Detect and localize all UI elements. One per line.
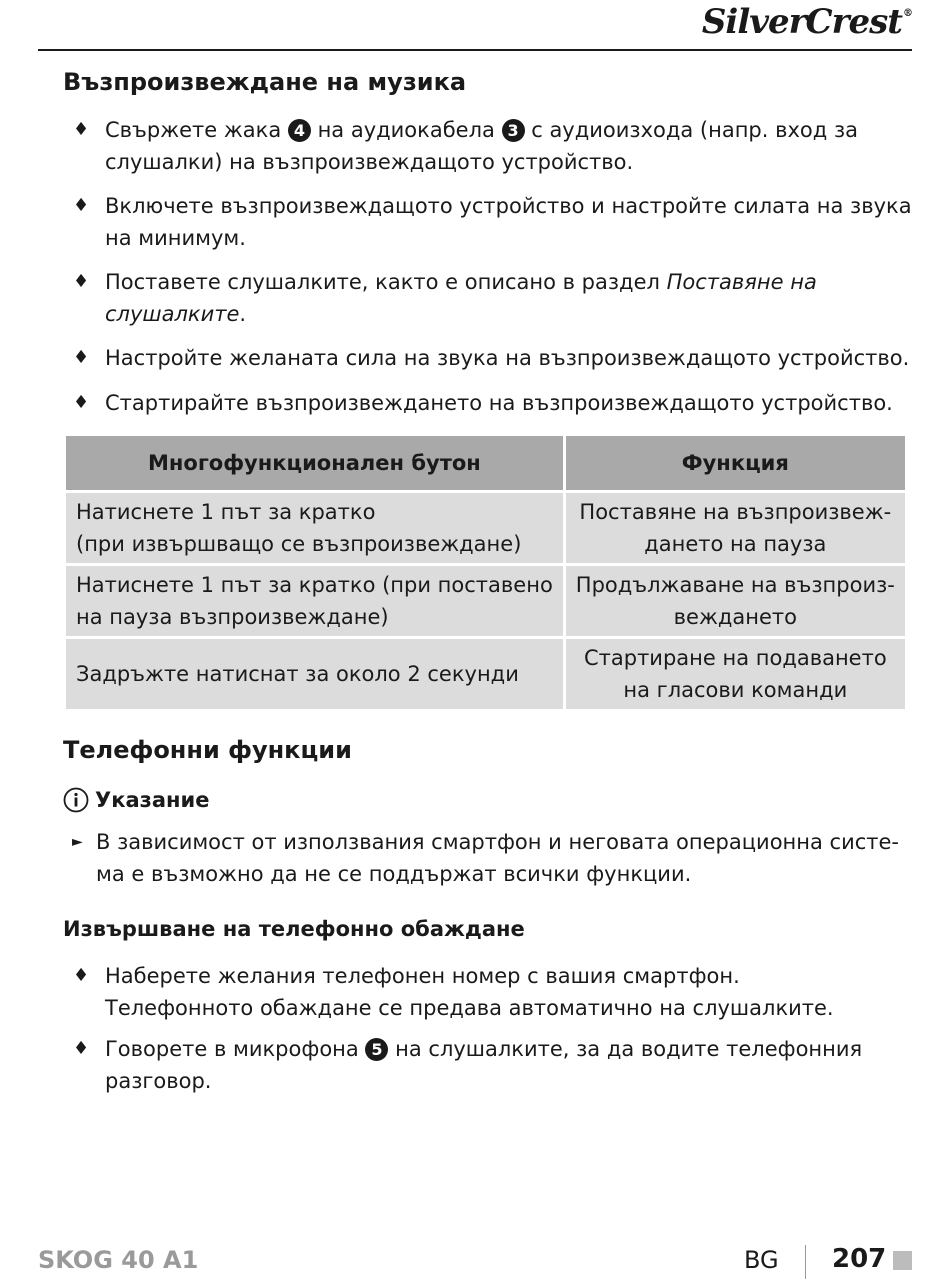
text: Поставете слушалките, както е описано в раздел — [105, 270, 667, 294]
diamond-bullet-icon: ♦ — [73, 392, 90, 413]
section-title-music: Възпроизвеждане на музика — [63, 68, 467, 96]
diamond-bullet-icon: ♦ — [73, 119, 90, 140]
text: на слушалките, за да водите телефонния — [388, 1037, 863, 1061]
list-item — [63, 114, 880, 178]
list-item — [63, 1033, 880, 1097]
footer-language: BG — [744, 1246, 779, 1274]
table-row — [65, 638, 907, 711]
table-cell: Стартиране на подаването на гласови команди — [564, 638, 906, 711]
diamond-bullet-icon: ♦ — [73, 347, 90, 368]
table-cell: Продължаване на възпроиз- веждането — [564, 565, 906, 638]
section-reference: слушалките — [105, 302, 240, 326]
note-heading — [63, 787, 209, 813]
text: слушалки) на възпроизвеждащото устройство. — [105, 150, 634, 174]
text: на минимум. — [105, 226, 246, 250]
brand-logo: SilverCrest® — [701, 2, 912, 42]
text: Телефонното обаждане се предава автоматично на слушалките. — [105, 996, 834, 1020]
note-title: Указание — [95, 788, 210, 812]
text: на аудиокабела — [310, 118, 502, 142]
button-function-table — [63, 433, 908, 712]
text: с аудиоизхода (напр. вход за — [524, 118, 858, 142]
diamond-bullet-icon: ♦ — [73, 1038, 90, 1059]
text: разговор. — [105, 1069, 212, 1093]
text: Свържете жака — [105, 118, 288, 142]
table-header-row — [65, 435, 907, 492]
table-cell: Натиснете 1 път за кратко (при поставено на пауза възпроизвеждане) — [65, 565, 565, 638]
page-marker-square — [893, 1251, 912, 1270]
list-item — [63, 960, 880, 1024]
section-title-phone: Телефонни функции — [63, 736, 352, 764]
text: В зависимост от използвания смартфон и неговата операционна систе- — [96, 830, 900, 854]
table-row — [65, 492, 907, 565]
text: ма е възможно да не се поддържат всички функции. — [96, 862, 692, 886]
number-3-icon: 3 — [502, 119, 525, 142]
list-item — [63, 190, 912, 254]
text: Стартирайте възпроизвеждането на възпроизвеждащото устройство. — [105, 391, 893, 415]
info-icon — [63, 787, 89, 813]
diamond-bullet-icon: ♦ — [73, 195, 90, 216]
table-row — [65, 565, 907, 638]
list-item — [63, 342, 910, 374]
note-item — [72, 826, 900, 890]
number-4-icon: 4 — [288, 119, 311, 142]
footer-divider — [805, 1245, 806, 1279]
header-rule — [38, 49, 912, 51]
table-cell: Задръжте натиснат за около 2 секунди — [65, 638, 565, 711]
list-item — [63, 387, 893, 419]
number-5-icon: 5 — [365, 1038, 388, 1061]
column-header: Функция — [564, 435, 906, 492]
section-reference: Поставяне на — [666, 270, 817, 294]
text: Говорете в микрофона — [105, 1037, 366, 1061]
arrow-bullet-icon: ► — [72, 834, 83, 850]
diamond-bullet-icon: ♦ — [73, 965, 90, 986]
column-header: Многофункционален бутон — [65, 435, 565, 492]
text: . — [239, 302, 247, 326]
table-cell: Натиснете 1 път за кратко (при извършващо се възпроизвеждане) — [65, 492, 565, 565]
subsection-title-call: Извършване на телефонно обаждане — [63, 917, 525, 941]
diamond-bullet-icon: ♦ — [73, 271, 90, 292]
table-cell: Поставяне на възпроизвеж- дането на пауза — [564, 492, 906, 565]
footer-model: SKOG 40 A1 — [38, 1246, 199, 1274]
text: Настройте желаната сила на звука на възпроизвеждащото устройство. — [105, 346, 910, 370]
text: Наберете желания телефонен номер с вашия смартфон. — [105, 964, 740, 988]
page-number: 207 — [832, 1244, 887, 1274]
list-item — [63, 266, 880, 330]
text: Включете възпроизвеждащото устройство и настройте силата на звука — [105, 194, 912, 218]
